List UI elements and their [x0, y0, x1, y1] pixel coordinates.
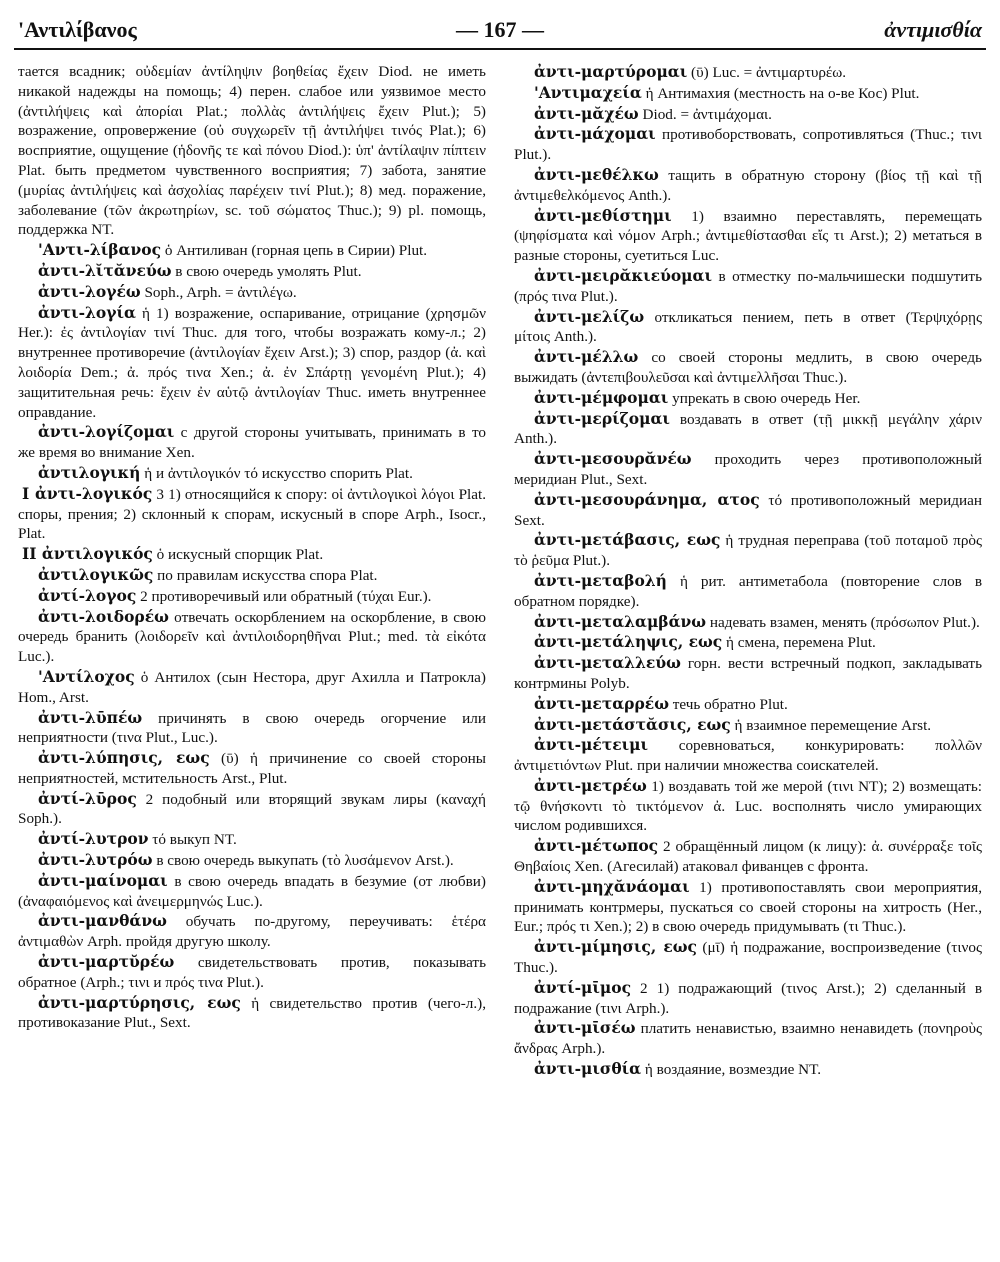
entry-headword: ἀντι-μαρτῠρέω: [38, 952, 175, 972]
entry-headword: ἀντι-μερίζομαι: [534, 408, 670, 428]
entry-headword: ἀντι-μῑσέω: [534, 1018, 636, 1038]
entry-headword: ἀντι-μεθέλκω: [534, 164, 659, 184]
entry-body: горн. вести встречный подкоп, закладывать контрмины Polyb.: [514, 655, 982, 692]
entry-body: τό выкуп NT.: [148, 831, 237, 849]
entry-headword: ἀντι-λογίζομαι: [38, 422, 175, 442]
dictionary-entry: [18, 952, 486, 993]
entry-body: 2 противоречивый или обратный (τύχαι Eur.).: [136, 587, 432, 605]
dictionary-entry: [18, 607, 486, 667]
entry-body: свидетельствовать против, показывать обратное (Arph.; τινι и πρός τινα Plut.).: [18, 954, 486, 991]
dictionary-entry: [18, 282, 486, 303]
entry-body: противоборствовать, сопротивляться (Thuc.; τινι Plut.).: [514, 126, 982, 164]
dictionary-entry: [18, 667, 486, 708]
entry-headword: ἀντι-μέτειμι: [534, 735, 649, 755]
dictionary-entry: [18, 871, 486, 912]
dictionary-entry: [18, 422, 486, 463]
entry-headword: ἀντι-λυτρόω: [38, 850, 153, 870]
dictionary-entry: [514, 62, 982, 83]
entry-body: ἡ трудная переправа (τοῦ ποταμοῦ πρὸς τὸ ῥεῦμα Plut.).: [514, 532, 983, 570]
dictionary-entry: [514, 165, 982, 206]
entry-headword: ἀντι-μηχᾰνάομαι: [534, 876, 690, 896]
dictionary-entry: [18, 708, 486, 749]
entry-body: ὁ Антилох (сын Нестора, друг Ахилла и Патрокла) Hom., Arst.: [18, 668, 486, 706]
entry-body: в свою очередь впадать в безумие (от любви) (ἀναφαιόμενος καὶ ἀνειμερμηνώς Luc.).: [18, 872, 486, 910]
dictionary-entry: [18, 829, 486, 850]
dictionary-entry: [514, 632, 982, 653]
dictionary-entry: [18, 544, 486, 565]
entry-body: соревноваться, конкурировать: πολλῶν ἀντιμετιόντων Plut. при наличии множества соискателей.: [514, 737, 982, 775]
entry-body: тается всадник; οὐδεμίαν ἀντίληψιν βοηθείας ἔχειν Diod. не иметь никакой надежды на помощь; 4) перен. слабое или уязвимое место (ἀντιλήψεις καὶ ἀπορίαι Plat.; πολλὰς ἀντιλήψεις ἔχειν Plut.); 5) возражение, опровержение (οὐ συγχωρεῖν τῇ ἀντιλήψει τινός Plat.); 6) восприятие, ощущение (ἡδονῆς τε καὶ πόνου Diod.): ὑπ' ἀντίλαψιν πίπτειν Plat. быть предметом чувственного восприятия; 7) забота, занятие (μυρίας ἀντιλήψεις καὶ ἀσχολίας παρέχειν τινί Plut.); 8) мед. поражение, заболевание (τῶν ἀκρωτηρίων, sc. τοῦ σώματος Thuc.); 9) pl. помощь, поддержка NT.: [18, 63, 486, 239]
entry-body: 1) противопоставлять свои мероприятия, принимать контрмеры, пускаться со своей стороны на хитрость (Her., Eur.; πρός τι Xen.); 2) в свою очередь придумывать (τι Thuc.).: [514, 878, 982, 936]
entry-headword: ἀντι-λύπησις, εως: [38, 748, 210, 768]
entry-body: надевать взамен, менять (πρόσωπον Plut.).: [706, 613, 980, 631]
entry-headword: ἀντί-μῑμος: [534, 977, 632, 997]
dictionary-entry: [514, 735, 982, 776]
entry-headword: ἀντι-μειρᾰκιεύομαι: [534, 265, 712, 285]
entry-headword: II ἀντιλογικός: [22, 544, 153, 564]
dictionary-entry: [18, 261, 486, 282]
entry-headword: ἀντι-μεσουράνημα, ατος: [534, 489, 760, 509]
entry-body: платить ненавистью, взаимно ненавидеть (πονηροὺς ἄνδρας Arph.).: [514, 1020, 982, 1058]
dictionary-entry: [514, 347, 982, 388]
entry-headword: ἀντι-μετάστᾰσις, εως: [534, 714, 731, 734]
entry-body: ἡ рит. антиметабола (повторение слов в обратном порядке).: [514, 572, 982, 610]
dictionary-entry: [514, 694, 982, 715]
entry-headword: ἀντι-μαρτύρησις, εως: [38, 992, 241, 1012]
dictionary-entry: [514, 266, 982, 307]
entry-headword: ἀντι-λῡπέω: [38, 707, 143, 727]
entry-body: 1) взаимно переставлять, перемещать (ψηφίσματα καὶ νόμον Arph.; ἀντιμεθίστασθαι εἴς τι Arst.); 2) метаться в разные стороны, суетиться Luc.: [514, 207, 982, 265]
entry-headword: ἀντί-λυτρον: [38, 829, 149, 849]
entry-body: со своей стороны медлить, в свою очередь выжидать (ἀντεπιβουλεῦσαι καὶ ἀντιμελλῆσαι Thuc.).: [514, 349, 982, 386]
entry-headword: ἀντι-λοιδορέω: [38, 606, 169, 626]
entry-body: Diod. = ἀντιμάχομαι.: [638, 105, 772, 123]
entry-headword: ἀντι-μᾰχέω: [534, 103, 639, 123]
dictionary-entry: [514, 104, 982, 125]
entry-body: ἡ 1) возражение, оспаривание, отрицание (χρησμῶν Her.): ἐς ἀντιλογίαν τινί Thuc. для того, чтобы возражать кому-л.; 2) внутреннее противоречие (ἀντιλογίαν ἔχειν Arst.); 3) спор, раздор (ἀ. καὶ λοιδορία Dem.; ἀ. πρός τινα Xen.; ἀ. ἐν Σπάρτῃ γενομένη Plut.); 4) защитительная речь: ἔχειν ἐν αὑτῷ ἀντιλογίαν Thuc. иметь внутреннее оправдание.: [18, 304, 486, 421]
entry-headword: ἀντι-μελίζω: [534, 306, 645, 326]
dictionary-entry: [18, 240, 486, 261]
entry-headword: 'Αντιμαχεία: [534, 82, 642, 102]
entry-body: тащить в обратную сторону (βίος τῇ καὶ τῇ ἀντιμεθελκόμενος Anth.).: [514, 166, 982, 204]
entry-body: ὁ Антиливан (горная цепь в Сирии) Plut.: [161, 242, 428, 260]
entry-headword: ἀντι-μισθία: [534, 1059, 642, 1079]
dictionary-entry: [18, 748, 486, 789]
entry-headword: ἀντι-μετάληψις, εως: [534, 632, 723, 652]
header-left-guide-word: 'Αντιλίβανος: [18, 17, 137, 42]
entry-headword: ἀντι-μεσουρᾰνέω: [534, 449, 692, 469]
dictionary-entry: [514, 776, 982, 836]
entry-body: 2 подобный или вторящий звукам лиры (καναχή Soph.).: [18, 790, 486, 828]
dictionary-entry: [514, 937, 982, 978]
entry-body: причинять в свою очередь огорчение или неприятности (τινα Plut., Luc.).: [18, 709, 486, 747]
dictionary-entry: [514, 409, 982, 450]
page-header: [14, 14, 986, 50]
entry-body: ἡ и ἀντιλογικόν τό искусство спорить Plat.: [140, 464, 413, 482]
entry-headword: ἀντι-λογέω: [38, 281, 141, 301]
dictionary-entry: [514, 388, 982, 409]
entry-headword: 'Αντίλοχος: [38, 666, 135, 686]
dictionary-entry: [18, 789, 486, 830]
dictionary-entry: [18, 993, 486, 1034]
entry-headword: ἀντιλογικῶς: [38, 564, 154, 584]
entry-body: упрекать в свою очередь Her.: [668, 389, 861, 407]
page-number: — 167 —: [456, 17, 544, 42]
entry-headword: ἀντι-μετάβασις, εως: [534, 530, 721, 550]
entry-headword: ἀντι-μαρτύρομαι: [534, 62, 688, 81]
dictionary-entry: [514, 571, 982, 612]
entry-body: воздавать в ответ (τῇ μικκῇ μεγάλην χάριν Anth.).: [514, 410, 982, 448]
dictionary-entry: [514, 612, 982, 633]
entry-body: (ῡ) ἡ причинение со своей стороны неприятностей, мстительность Arst., Plut.: [18, 750, 487, 787]
entry-headword: ἀντι-μετρέω: [534, 775, 647, 795]
dictionary-entry: [514, 836, 982, 877]
entry-headword: ἀντι-μεθίστημι: [534, 205, 672, 225]
dictionary-entry: [514, 530, 982, 571]
entry-headword: ἀντι-μίμησις, εως: [534, 937, 697, 957]
entry-body: 2 1) подражающий (τινος Arst.); 2) сделанный в подражание (τινι Arph.).: [514, 979, 982, 1017]
entry-body: по правилам искусства спора Plat.: [153, 566, 378, 584]
entry-body: τό противоположный меридиан Sext.: [514, 491, 982, 529]
entry-headword: ἀντι-μέμφομαι: [534, 387, 669, 407]
dictionary-entry: [18, 911, 486, 952]
entry-headword: ἀντι-μανθάνω: [38, 911, 167, 931]
dictionary-entry: [514, 206, 982, 266]
right-column: [514, 62, 982, 1080]
entry-headword: 'Αντι-λίβανος: [38, 240, 162, 260]
dictionary-entry: [18, 586, 486, 607]
dictionary-entry: [18, 303, 486, 423]
entry-body: проходить через противоположный меридиан Plut., Sext.: [514, 451, 982, 488]
entry-body: 1) воздавать той же мерой (τινι NT); 2) возмещать: τῷ θνήσκοντι τὸ τικτόμενον ἀ. Luc. восполнять число умирающих числом родившихся.: [514, 777, 982, 835]
entry-body: отвечать оскорблением на оскорбление, в свою очередь бранить (λοιδορεῖν καὶ ἀντιλοιδορηθῆναι Plut.; med. τὰ εἰκότα Luc.).: [18, 608, 486, 666]
entry-body: 3 1) относящийся к спору: οἱ ἀντιλογικοὶ λόγοι Plat. споры, прения; 2) склонный к спорам, искусный в споре Arph., Isocr., Plat.: [18, 485, 486, 543]
dictionary-entry: [514, 877, 982, 937]
dictionary-entry: [514, 1018, 982, 1059]
dictionary-entry: [18, 463, 486, 484]
entry-body: с другой стороны учитывать, принимать в то же время во внимание Xen.: [18, 424, 486, 462]
entry-body: откликаться пением, петь в ответ (Τερψιχόρῃς μίτοις Anth.).: [514, 308, 982, 346]
entry-body: ὁ искусный спорщик Plat.: [152, 546, 324, 564]
entry-body: ἡ воздаяние, возмездие NT.: [641, 1061, 822, 1079]
entry-body: ἡ свидетельство против (чего-л.), противоказание Plut., Sext.: [18, 994, 486, 1032]
entry-body: ἡ Антимахия (местность на о-ве Кос) Plut.: [641, 84, 920, 102]
entry-headword: ἀντι-μεταλλεύω: [534, 653, 681, 673]
dictionary-entry: [514, 715, 982, 736]
entry-headword: ἀντι-λῐτᾰνεύω: [38, 260, 172, 280]
dictionary-entry: [514, 653, 982, 694]
dictionary-entry: [514, 1059, 982, 1080]
dictionary-entry: [514, 83, 982, 104]
dictionary-entry: [514, 449, 982, 490]
entry-body: (ῡ) Luc. = ἀντιμαρτυρέω.: [687, 64, 847, 81]
entry-headword: ἀντί-λογος: [38, 585, 137, 605]
entry-body: обучать по-другому, переучивать: ἑτέρα ἀντιμαθὼν Arph. пройдя другую школу.: [18, 913, 486, 951]
dictionary-entry: [18, 62, 486, 240]
entry-headword: ἀντι-μεταλαμβάνω: [534, 611, 707, 631]
entry-headword: ἀντί-λῡρος: [38, 788, 137, 808]
entry-headword: ἀντι-μάχομαι: [534, 124, 656, 144]
dictionary-entry: [514, 490, 982, 531]
entry-body: в отместку по-мальчишески подшутить (πρός τινα Plut.).: [514, 267, 982, 305]
entry-body: в свою очередь выкупать (τὸ λυσάμενον Arst.).: [152, 852, 454, 870]
entry-headword: ἀντιλογική: [38, 462, 141, 482]
dictionary-entry: [514, 124, 982, 165]
entry-headword: ἀντι-μαίνομαι: [38, 870, 168, 890]
dictionary-entry: [514, 307, 982, 348]
entry-headword: I ἀντι-λογικός: [22, 483, 153, 503]
dictionary-entry: [18, 850, 486, 871]
entry-body: ἡ взаимное перемещение Arst.: [730, 716, 932, 734]
entry-body: в свою очередь умолять Plut.: [171, 262, 362, 280]
dictionary-entry: [18, 484, 486, 544]
entry-body: ἡ смена, перемена Plut.: [722, 634, 876, 652]
left-column: [18, 62, 486, 1033]
entry-headword: ἀντι-μεταβολή: [534, 570, 667, 590]
entry-headword: ἀντι-μέτωπος: [534, 836, 659, 856]
entry-headword: ἀντι-μεταρρέω: [534, 693, 669, 713]
header-right-guide-word: ἀντιμισθία: [884, 17, 982, 42]
entry-headword: ἀντι-λογία: [38, 302, 136, 322]
entry-headword: ἀντι-μέλλω: [534, 347, 639, 367]
entry-body: Soph., Arph. = ἀντιλέγω.: [140, 283, 297, 301]
entry-body: 2 обращённый лицом (к лицу): ἀ. συνέρραξε τοῖς Θηβαίοις Xen. (Агесилай) атаковал фиванцев с фронта.: [514, 838, 982, 876]
dictionary-entry: [18, 565, 486, 586]
dictionary-entry: [514, 978, 982, 1019]
entry-body: (μῑ) ἡ подражание, воспроизведение (τινος Thuc.).: [514, 939, 982, 977]
entry-body: течь обратно Plut.: [668, 695, 788, 713]
